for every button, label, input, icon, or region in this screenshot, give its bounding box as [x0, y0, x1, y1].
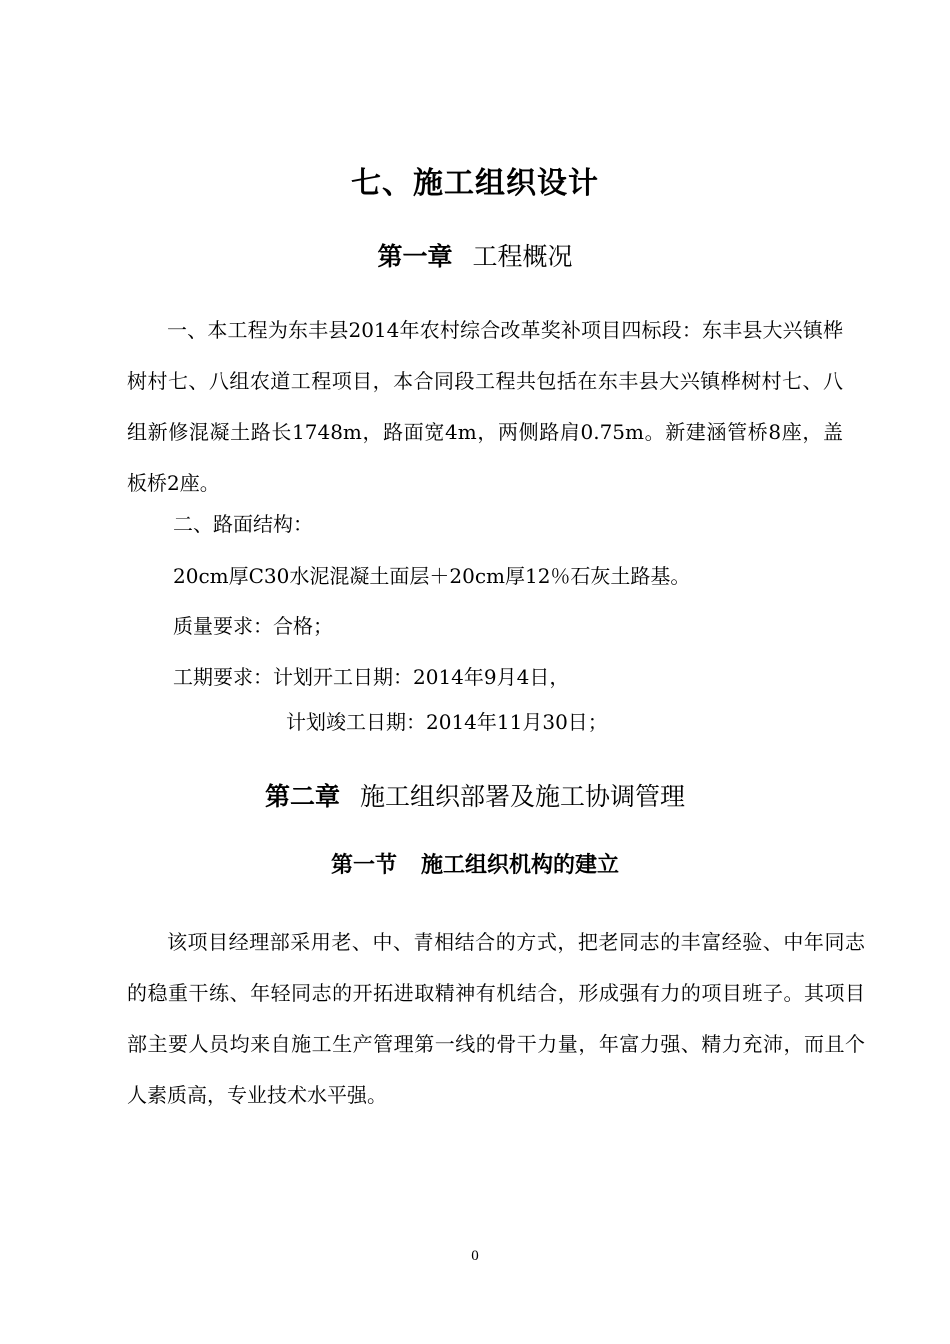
- chapter-2-heading: [0, 777, 950, 813]
- schedule-start: 工期要求：计划开工日期：2014年9月4日，: [173, 665, 570, 689]
- schedule-end: 计划竣工日期：2014年11月30日；: [286, 710, 608, 734]
- organization-paragraph: 该项目经理部采用老、中、青相结合的方式，把老同志的丰富经验、中年同志的稳重干练、年轻同志的开拓进取精神有机结合，形成强有力的项目班子。其项目部主要人员均来自施工生产管理第一线的骨干力量，年富力强、精力充沛，而且个人素质高，专业技术水平强。: [127, 930, 865, 1107]
- quality-requirement: 质量要求：合格；: [173, 614, 333, 638]
- chapter-1-heading: [0, 237, 950, 273]
- document-title: 七、施工组织设计: [351, 166, 599, 201]
- chapter-2-name: 施工组织部署及施工协调管理: [360, 782, 686, 811]
- pavement-structure-heading: 二、路面结构：: [173, 512, 313, 536]
- chapter-2-label: 第二章: [264, 782, 340, 811]
- project-overview-paragraph: 一、本工程为东丰县2014年农村综合改革奖补项目四标段：东丰县大兴镇桦树村七、八组农道工程项目，本合同段工程共包括在东丰县大兴镇桦树村七、八组新修混凝土路长1748m，路面宽4m，两侧路肩0.75m。新建涵管桥8座，盖板桥2座。: [127, 318, 843, 495]
- section-1-label: 第一节: [330, 853, 397, 878]
- pavement-structure-detail: 20cm厚C30水泥混凝土面层＋20cm厚12％石灰土路基。: [173, 564, 691, 588]
- section-1-name: 施工组织机构的建立: [421, 853, 620, 878]
- section-1-heading: [0, 848, 950, 879]
- page-number: 0: [471, 1248, 479, 1264]
- chapter-1-name: 工程概况: [472, 242, 573, 271]
- chapter-1-label: 第一章: [377, 242, 453, 271]
